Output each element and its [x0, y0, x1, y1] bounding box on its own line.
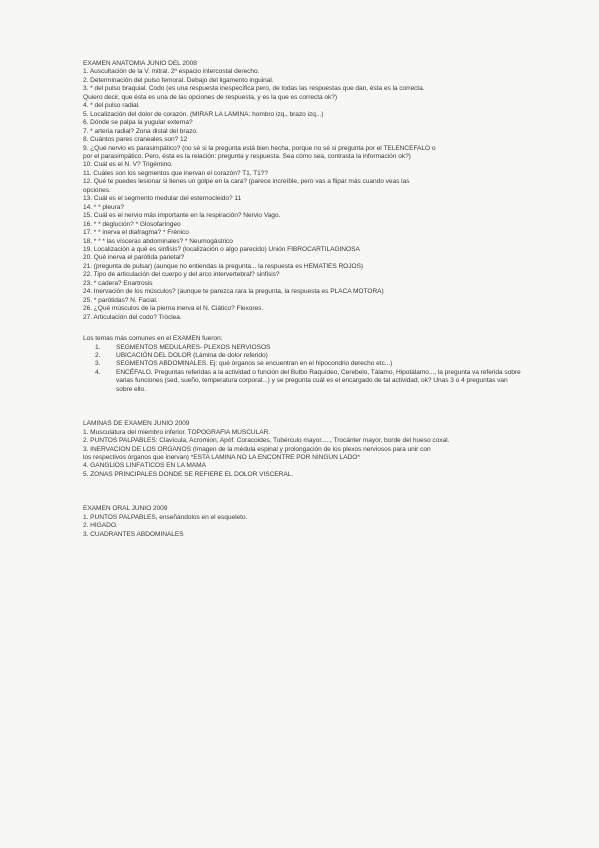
oral-exam-line: 3. CUADRANTES ABDOMINALES [83, 530, 184, 538]
topic-text: ENCÉFALO. Preguntas referidas a la actividad o función del Bulbo Raquídeo, Cerebelo, Tálamo, Hipotálamo..., la pregunta va referida sobre varias funciones (sed, sueño, temperatura corporal...) y se pregunta cuál es el encargado de tal actividad, ok? Unas 3 o 4 preguntas van sobre ello. [116, 368, 521, 393]
laminas-2009-list [83, 429, 523, 480]
question-line: 20. Qué inerva el parótida parietal? [83, 254, 185, 262]
topic-number: 2. [95, 351, 101, 359]
topic-number: 1. [95, 343, 101, 351]
question-line: 14. * * pleura? [83, 203, 125, 211]
question-line: 19. Localización a qué es sinfisis? (localización o algo parecido) Unión FIBROCARTILAGINOSA [83, 245, 360, 253]
topic-item [95, 344, 523, 352]
topic-number: 3. [95, 360, 101, 368]
question-line: Quiero decir, que ésta es una de las opciones de respuesta, y es la que es correcta ok?) [83, 93, 338, 101]
common-topics-list [83, 344, 523, 395]
lamina-line: 3. INERVACIÓN DE LOS ÓRGANOS (Imagen de la médula espinal y prolongación de los plexos nerviosos para unir con [83, 445, 431, 453]
topic-item [95, 352, 523, 360]
lamina-line: 4. GANGLIOS LINFÁTICOS EN LA MAMA [83, 462, 206, 470]
lamina-line: 1. Musculatura del miembro inferior. TOPOGRAFÍA MUSCULAR. [83, 428, 271, 436]
exam-2008-section [83, 60, 523, 322]
laminas-2009-section [83, 420, 523, 479]
question-line: 6. Dónde se palpa la yugular externa? [83, 119, 193, 127]
question-line: 8. Cuántos pares craneales son? 12 [83, 136, 188, 144]
question-line: 4. * del pulso radial. [83, 102, 140, 110]
question-line: 10. Cuál es el N. V? Trigémino. [83, 161, 173, 169]
question-line: opciones. [83, 186, 111, 194]
laminas-2009-title: LÁMINAS DE EXAMEN JUNIO 2009 [83, 420, 190, 428]
question-line: 11. Cuáles son los segmentos que inervan el corazón? T1, T1?? [83, 169, 268, 177]
topic-number: 4. [95, 368, 101, 376]
question-line: por el parasimpático. Pero, ésta es la relación: pregunta y respuesta. Sea cómo sea, contrasta la información ok?) [83, 152, 411, 160]
question-line: 23. * cadera? Enartrosis [83, 279, 153, 287]
oral-2009-section [83, 505, 523, 539]
lamina-line: 5. ZONAS PRINCIPALES DÓNDE SE REFIERE EL DOLOR VISCERAL. [83, 470, 294, 478]
question-line: 18. * * * las vísceras abdominales? * Neumogástrico [83, 237, 233, 245]
oral-exam-line: 1. PUNTOS PALPABLES, enseñándolos en el esqueleto. [83, 513, 248, 521]
question-line: 2. Determinación del pulso femoral. Debajo del ligamento inguinal. [83, 76, 274, 84]
common-topics-intro: Los temas más comunes en el EXAMEN fueron: [83, 335, 223, 343]
question-line: 17. * * inerva el diafragma? * Frénico [83, 229, 189, 237]
question-line: 1. Auscultación de la V. mitral. 2º espacio intercostal derecho. [83, 68, 260, 76]
question-line: 12. Qué te puedes lesionar si tienes un golpe en la cara? (parece increíble, pero vas a flipar más cuando veas las [83, 178, 410, 186]
question-line: 26. ¿Qué músculos de la pierna inerva el N. Ciático? Flexores. [83, 305, 264, 313]
question-line: 9. ¿Qué nervio es parasimpático? (no sé si la pregunta está bien hecha, porque no sé si pregunta por el TELENCÉFALO o [83, 144, 436, 152]
question-line: 16. * * deglución? * Glosofaríngeo [83, 220, 181, 228]
question-line: 15. Cuál es el nervio más importante en la respiración? Nervio Vago. [83, 212, 281, 220]
question-line: 3. * del pulso braquial. Codo (es una respuesta inespecífica pero, de todas las respuestas que dan, ésta es la correcta. [83, 85, 425, 93]
exam-2008-question-list [83, 68, 523, 322]
question-line: 13. Cuál es el segmento medular del esternocleido? 11 [83, 195, 242, 203]
lamina-line: 2. PUNTOS PALPABLES: Clavícula, Acromion, Apóf. Coracoides, Tubérculo mayor....., Trocánter mayor, borde del hueso coxal. [83, 437, 450, 445]
question-line: 7. * arteria radial? Zona distal del brazo. [83, 127, 198, 135]
question-line: 5. Localización del dolor de corazón. (MIRAR LA LÁMINA: hombro izq., brazo izq...) [83, 110, 324, 118]
common-topics-section [83, 335, 523, 394]
topic-text: SEGMENTOS ABDOMINALES. Ej: qué órganos se encuentran en el hipocondrio derecho etc...) [116, 360, 393, 368]
question-line: 21. (pregunta de pulsar) (aunque no entiendas la pregunta... la respuesta es HEMATÍES ROJOS) [83, 262, 364, 270]
topic-item [95, 360, 523, 368]
question-line: 27. Articulación del codo? Tróclea. [83, 313, 182, 321]
oral-exam-line: 2. HÍGADO. [83, 522, 118, 530]
question-line: 22. Tipo de articulación del cuerpo y del arco intervertebral? sinfisis? [83, 271, 280, 279]
lamina-line: los respectivos órganos que inervan) *ESTA LÁMINA NO LA ENCONTRÉ POR NINGÚN LADO* [83, 454, 360, 462]
document-page [83, 60, 523, 539]
question-line: 25. * parótidas? N. Facial. [83, 296, 158, 304]
oral-2009-title: EXAMEN ORAL JUNIO 2009 [83, 505, 168, 513]
topic-text: UBICACIÓN DEL DOLOR (Lámina de dolor referido) [116, 351, 268, 359]
exam-2008-title: EXAMEN ANATOMIA JUNIO DEL 2008 [83, 60, 197, 67]
oral-2009-list [83, 514, 523, 539]
topic-text: SEGMENTOS MEDULARES- PLEXOS NERVIOSOS [116, 343, 271, 351]
question-line: 24. Inervación de los músculos? (aunque te parezca rara la pregunta, la respuesta es PLACA MOTORA) [83, 288, 384, 296]
topic-item [95, 369, 523, 394]
